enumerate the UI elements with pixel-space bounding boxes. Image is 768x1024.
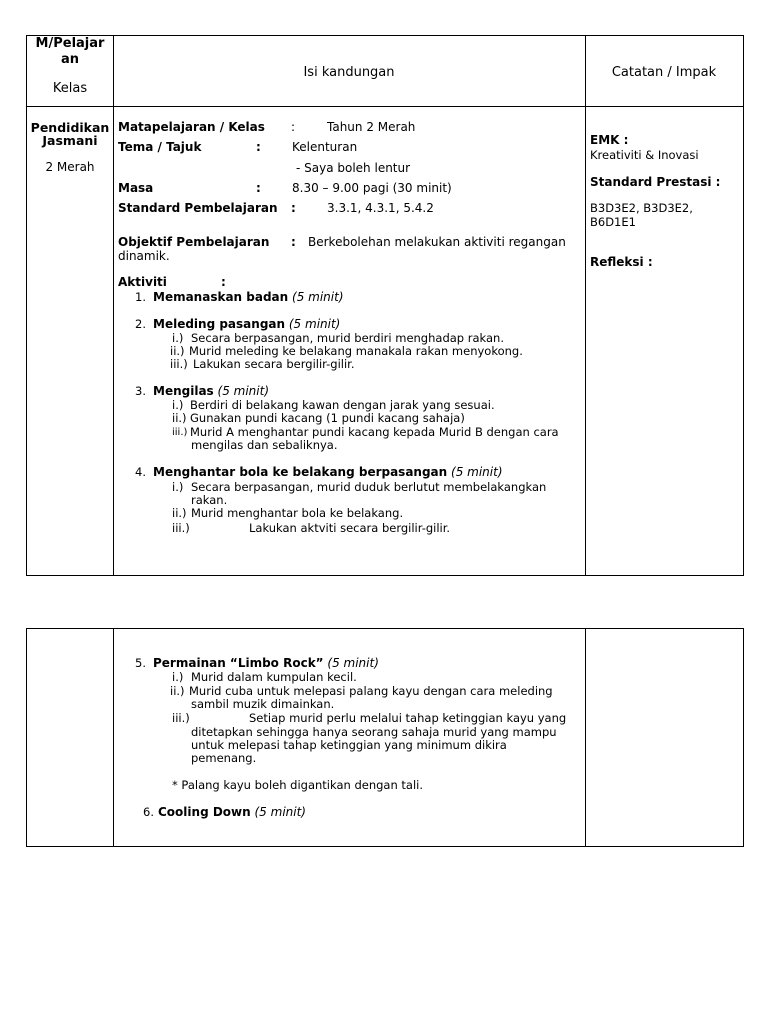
activity-4-number: 4. (135, 465, 146, 479)
activity-1-title: Memanaskan badan (153, 290, 289, 304)
value-tema: Kelenturan (292, 140, 358, 154)
colon-objektif: : (291, 235, 296, 249)
activity-3-duration: (5 minit) (217, 384, 269, 398)
label-aktiviti: Aktiviti (118, 275, 167, 289)
activity-4-step-1-text-cont: rakan. (191, 493, 228, 507)
label-tema: Tema / Tajuk (118, 140, 202, 154)
activity-4-step-1-num: i.) (172, 480, 184, 494)
activity-6-number: 6. (143, 805, 154, 819)
activity-5-title: Permainan “Limbo Rock” (153, 656, 324, 670)
activity-3-step-2-text: Gunakan pundi kacang (1 pundi kacang sahaja) (190, 411, 465, 425)
activity-5-title-line (153, 656, 379, 670)
value-objektif: Berkebolehan melakukan aktiviti regangan (308, 235, 566, 249)
activity-2-duration: (5 minit) (288, 317, 341, 331)
activity-5-note: * Palang kayu boleh digantikan dengan tali. (172, 778, 424, 792)
label-objektif: Objektif Pembelajaran (118, 235, 270, 249)
activity-3-step-1-num: i.) (172, 398, 184, 412)
label-standard-pembelajaran: Standard Pembelajaran (118, 201, 278, 215)
colon-standard-pembelajaran: : (291, 201, 296, 215)
activity-5-step-1-text: Murid dalam kumpulan kecil. (191, 670, 357, 684)
activity-5-step-3-text-cont-2: untuk melepasi tahap ketinggian yang minimum dikira (191, 738, 507, 752)
activity-5-duration: (5 minit) (327, 656, 379, 670)
activity-5-step-2-text: Murid cuba untuk melepasi palang kayu dengan cara meleding (189, 684, 553, 698)
subject-name-line2: Jasmani (42, 133, 98, 148)
activity-6-title-line (158, 805, 306, 819)
activity-6-duration: (5 minit) (254, 805, 306, 819)
refleksi-label: Refleksi : (590, 255, 653, 269)
activity-6-title: Cooling Down (158, 805, 251, 819)
colon-tema: : (256, 140, 261, 154)
activity-4-step-1-text: Secara berpasangan, murid duduk berlutut membelakangkan (191, 480, 547, 494)
activity-2-step-3-text: Lakukan secara bergilir-gilir. (193, 357, 355, 371)
colon-aktiviti: : (221, 275, 226, 289)
column-divider (113, 36, 114, 575)
activity-2-title-line (153, 317, 340, 331)
activity-4-title-line (153, 465, 503, 479)
standard-prestasi-value-1: B3D3E2, B3D3E2, (590, 201, 693, 215)
subject-class: 2 Merah (45, 160, 95, 174)
value-objektif-cont: dinamik. (118, 249, 170, 263)
value-matapelajaran: Tahun 2 Merah (327, 120, 416, 134)
value-standard-pembelajaran: 3.3.1, 4.3.1, 5.4.2 (327, 201, 434, 215)
lesson-plan-table-2 (26, 628, 744, 847)
header-notes: Catatan / Impak (611, 65, 717, 80)
value-masa: 8.30 – 9.00 pagi (30 minit) (292, 181, 452, 195)
activity-1-title-line (153, 290, 344, 304)
colon-masa: : (256, 181, 261, 195)
activity-5-number: 5. (135, 656, 146, 670)
activity-5-step-3-num: iii.) (172, 711, 190, 725)
activity-2-step-2-num: ii.) (170, 344, 185, 358)
activity-5-step-3-text-cont-3: pemenang. (191, 751, 257, 765)
activity-4-duration: (5 minit) (451, 465, 503, 479)
activity-5-step-3-text: Setiap murid perlu melalui tahap ketinggian kayu yang (249, 711, 567, 725)
header-divider (27, 106, 743, 107)
column-divider (113, 629, 114, 846)
standard-prestasi-label: Standard Prestasi : (590, 175, 721, 189)
activity-2-number: 2. (135, 317, 146, 331)
colon-matapelajaran: : (291, 120, 296, 134)
value-tema-sub: - Saya boleh lentur (296, 161, 411, 175)
activity-5-step-2-num: ii.) (170, 684, 185, 698)
activity-4-step-2-num: ii.) (172, 506, 187, 520)
activity-3-title-line (153, 384, 269, 398)
activity-2-step-3-num: iii.) (170, 357, 188, 371)
activity-3-step-3-text-cont: mengilas dan sebaliknya. (191, 438, 338, 452)
activity-5-step-2-text-cont: sambil muzik dimainkan. (191, 697, 335, 711)
column-divider (585, 629, 586, 846)
activity-3-step-3-text: Murid A menghantar pundi kacang kepada Murid B dengan cara (190, 425, 559, 439)
activity-3-step-1-text: Berdiri di belakang kawan dengan jarak yang sesuai. (190, 398, 495, 412)
column-divider (585, 36, 586, 575)
emk-value: Kreativiti & Inovasi (590, 148, 699, 162)
standard-prestasi-value-2: B6D1E1 (590, 215, 636, 229)
header-subject-line2: an (60, 52, 80, 67)
activity-3-step-2-num: ii.) (172, 411, 187, 425)
header-content: Isi kandungan (303, 65, 395, 80)
activity-5-step-1-num: i.) (172, 670, 184, 684)
activity-4-title: Menghantar bola ke belakang berpasangan (153, 465, 448, 479)
activity-4-step-3-num: iii.) (172, 521, 190, 535)
activity-3-step-3-num: iii.) (172, 427, 188, 438)
activity-4-step-3-text: Lakukan aktviti secara bergilir-gilir. (249, 521, 451, 535)
lesson-plan-table-1 (26, 35, 744, 576)
activity-2-title: Meleding pasangan (153, 317, 286, 331)
activity-2-step-1-text: Secara berpasangan, murid berdiri menghadap rakan. (191, 331, 504, 345)
activity-4-step-2-text: Murid menghantar bola ke belakang. (191, 506, 404, 520)
activity-3-number: 3. (135, 384, 146, 398)
label-masa: Masa (118, 181, 154, 195)
activity-5-step-3-text-cont-1: ditetapkan sehingga hanya seorang sahaja murid yang mampu (191, 725, 557, 739)
label-matapelajaran: Matapelajaran / Kelas (118, 120, 265, 134)
header-class: Kelas (52, 81, 88, 96)
header-subject-line1: M/Pelajar (35, 36, 105, 51)
activity-2-step-1-num: i.) (172, 331, 184, 345)
activity-3-title: Mengilas (153, 384, 214, 398)
subject-name-line1: Pendidikan (30, 120, 110, 135)
activity-1-duration: (5 minit) (292, 290, 344, 304)
activity-2-step-2-text: Murid meleding ke belakang manakala rakan menyokong. (189, 344, 523, 358)
emk-label: EMK : (590, 133, 629, 147)
activity-1-number: 1. (135, 290, 146, 304)
